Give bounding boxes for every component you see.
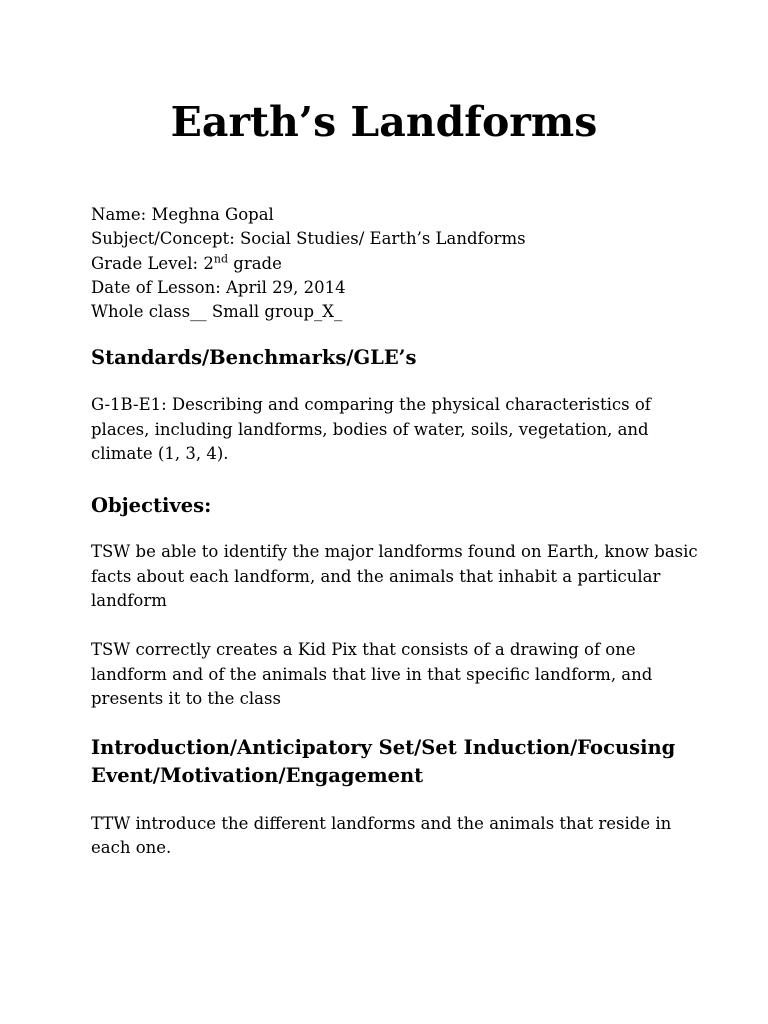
standards-heading: Standards/Benchmarks/GLE’s: [91, 346, 417, 370]
introduction-text: TTW introduce the different landforms and the animals that reside in each one.: [91, 814, 672, 858]
document-body: [91, 203, 701, 861]
objective-2-text: TSW correctly creates a Kid Pix that consists of a drawing of one landform and of the animals that live in that specific landform, and presents it to the class: [91, 640, 653, 708]
name-line: Name: Meghna Gopal: [91, 205, 274, 224]
grade-suffix: grade: [228, 253, 282, 273]
document-title: Earth’s Landforms: [170, 98, 598, 146]
standards-text: G-1B-E1: Describing and comparing the physical characteristics of places, including landforms, bodies of water, soils, vegetation, and climate (1, 3, 4).: [91, 395, 651, 464]
grade-prefix: Grade Level: 2: [91, 253, 214, 273]
grade-line: [91, 252, 701, 276]
date-line: Date of Lesson: April 29, 2014: [91, 277, 346, 297]
grouping-line: Whole class__ Small group_X_: [91, 302, 343, 322]
objectives-heading: Objectives:: [91, 494, 212, 518]
subject-line: Subject/Concept: Social Studies/ Earth’s Landforms: [91, 229, 526, 249]
lesson-info: [91, 203, 701, 324]
introduction-heading: Introduction/Anticipatory Set/Set Induction/Focusing Event/Motivation/Engagement: [91, 736, 676, 788]
objective-1-text: TSW be able to identify the major landforms found on Earth, know basic facts about each landform, and the animals that inhabit a particular landform: [91, 542, 698, 610]
grade-ordinal: nd: [213, 252, 229, 266]
